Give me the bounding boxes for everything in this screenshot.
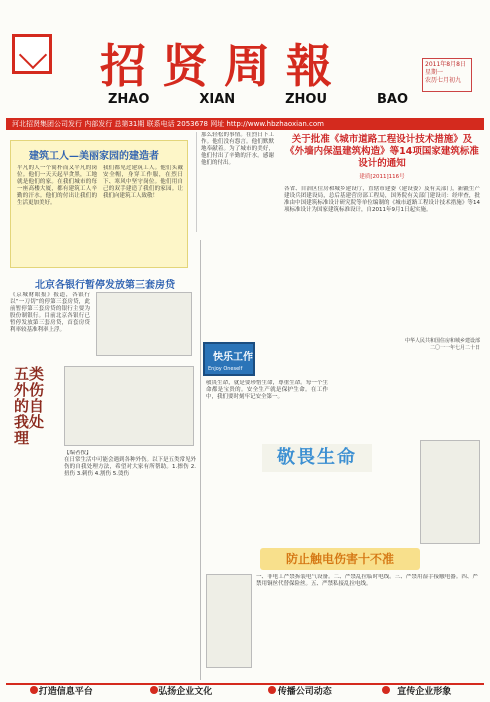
announcement-signature-block [390, 338, 480, 352]
footer-slogan: 传播公司动态 [277, 687, 332, 697]
builder-body-left: 平凡的人一个简朴而又平凡的岗位。他们一天天起早贪黑，工地就是他们的家。在我们城市的每一座高楼大厦，都有建筑工人辛勤的汗水。他们的付出让我们的生活更加美好。 [17, 165, 97, 206]
sticker-text: 快乐工作 [213, 352, 253, 363]
five-types-title: 五类外伤的自我处理 [14, 365, 45, 447]
pinyin-word: XIAN [199, 92, 236, 107]
builder-body-right: 我们都见过建筑工人。他们头戴安全帽，身穿工作服，在烈日下、寒风中坚守岗位。他们用自己的双手建造了我们的家园。让我们向建筑工人致敬！ [103, 165, 183, 199]
pinyin-word: BAO [376, 92, 408, 107]
announcement-title: 关于批准《城市道路工程设计技术措施》及《外墙内保温建筑构造》等14项国家建筑标准设计的通知 [285, 134, 479, 169]
injury-illustration-icon [64, 366, 194, 446]
worker-illustration-icon [420, 440, 480, 544]
pinyin-word: ZHOU [285, 92, 328, 107]
footer-slogan: 宣传企业形象 [397, 687, 452, 697]
issue-date: 2011年8月8日 [425, 61, 466, 68]
electric-body: 一、非电工严禁拆装电气设备。二、严禁乱拉临时电线。三、严禁用湿手接触电器。四、严禁用铜丝代替保险丝。五、严禁私接乱拉电线。 [256, 574, 478, 587]
bank-illustration-icon [96, 292, 192, 356]
bank-article [10, 276, 200, 291]
builder-title: 建筑工人—美丽家园的建造者 [29, 151, 159, 162]
five-types-text: 在日常生活中可能会遇到各种外伤。以下是五类常见外伤的自我处理方法，希望对大家有所帮助。1.擦伤 2.扭伤 3.刺伤 4.割伤 5.烫伤 [64, 457, 196, 477]
newspaper-title: 招贤周報 [100, 39, 348, 93]
newspaper-pinyin [108, 92, 408, 107]
announcement-body: 各省、自治区住房和城乡建设厅，直辖市建委（建设委）及有关部门，新疆生产建设兵团建设局，总后基建营房部工程局，国务院有关部门建设司：经审查，批准由中国建筑标准设计研究院等单位编制的《城市道路工程设计技术措施》等14项标准设计为国家建筑标准设计，自2011年9月1日起实施。 [284, 186, 480, 213]
footer-slogans [6, 683, 484, 698]
enjoy-sticker [203, 342, 255, 376]
announcement-signature: 中华人民共和国住房和城乡建设部 [404, 338, 480, 344]
masthead [0, 0, 490, 118]
electric-shock-title: 防止触电伤害十不准 [260, 548, 420, 570]
announcement-date: 二〇一一年七月二十日 [429, 345, 480, 351]
middle-column-text: 那么轻松的事情。在烈日下工作。他们没有怨言。他们默默地奉献着。为了城市的美好，他们付出了辛勤的汗水。感谢他们的付出。 [196, 132, 274, 232]
footer-slogan: 弘扬企业文化 [158, 687, 213, 697]
issue-date-box [422, 58, 472, 92]
footer-slogan: 打造信息平台 [38, 687, 93, 697]
announcement-article [284, 134, 480, 180]
bank-body: 《京城财眼报》报道，各银行以“一刀切”的停第三套房贷，此前暂停第三套房贷的银行主要为股份制银行。目前北京各银行已暂停发放第三套房贷，首套房贷利率较基准利率上浮。 [10, 292, 90, 333]
pinyin-word: ZHAO [108, 92, 150, 107]
info-bar: 河北招贤集团公司发行 内部发行 总第31期 联系电话 2053678 网址 http://www.hbzhaoxian.com [6, 118, 484, 130]
sticker-label: Enjoy Oneself [208, 366, 243, 372]
five-types-body [64, 450, 196, 676]
five-types-subtitle: 【编者按】 [64, 450, 92, 456]
respect-life-title: 敬畏生命 [262, 444, 372, 472]
builder-article [10, 140, 188, 268]
announcement-code: 建质[2011]116号 [359, 174, 405, 180]
issue-weekday: 星期一 [425, 69, 444, 76]
issue-lunar-date: 农历七月初九 [425, 77, 462, 84]
bank-title: 北京各银行暂停发放第三套房贷 [35, 280, 175, 291]
newspaper-logo-icon [12, 34, 52, 74]
column-divider [200, 240, 201, 680]
electric-illustration-icon [206, 574, 252, 668]
middle-column-body: 敬畏生命，就是要珍惜生命，尊重生命。每一个生命都是宝贵的。安全生产就是保护生命。在工作中，我们要时刻牢记安全第一。 [206, 380, 328, 400]
